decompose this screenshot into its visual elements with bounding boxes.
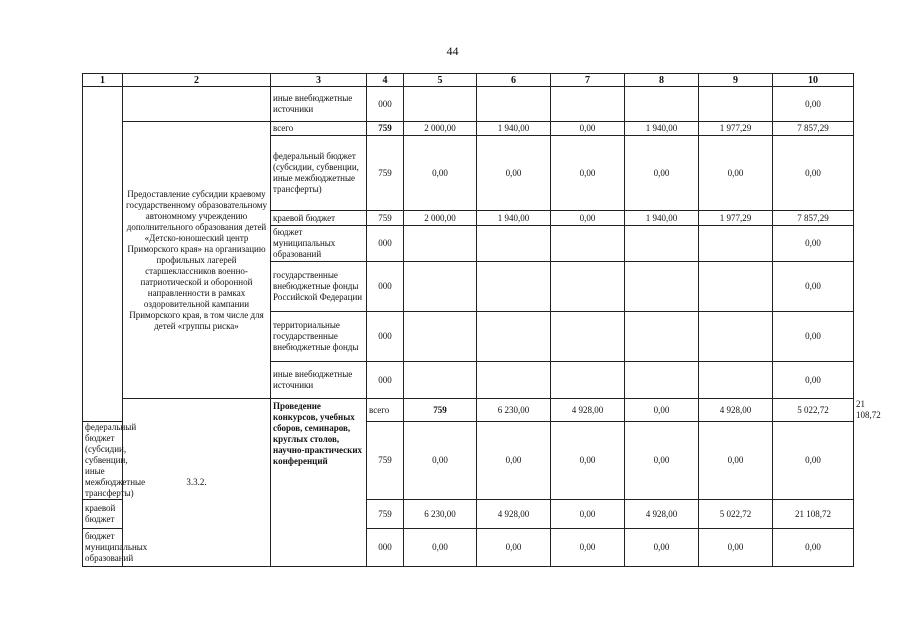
value-cell (625, 362, 699, 399)
value-cell: 0,00 (699, 529, 773, 567)
funding-source: всего (367, 399, 404, 422)
budget-code: 759 (367, 500, 404, 529)
value-cell (404, 226, 477, 262)
budget-code: 000 (367, 87, 404, 122)
value-cell (404, 312, 477, 362)
value-cell (699, 312, 773, 362)
value-cell: 2 000,00 (404, 122, 477, 136)
header-cell: 6 (477, 74, 551, 87)
value-cell (699, 87, 773, 122)
value-cell (477, 226, 551, 262)
value-cell: 0,00 (625, 136, 699, 211)
value-cell: 0,00 (625, 529, 699, 567)
value-cell: 0,00 (551, 122, 625, 136)
value-cell: 0,00 (551, 422, 625, 500)
budget-code: 000 (367, 529, 404, 567)
header-cell: 7 (551, 74, 625, 87)
value-cell: 1 940,00 (477, 122, 551, 136)
header-cell: 4 (367, 74, 404, 87)
funding-source: краевой бюджет (271, 211, 367, 226)
funding-source: государственные внебюджетные фонды Российской Федерации (271, 262, 367, 312)
value-cell (551, 226, 625, 262)
value-cell: 4 928,00 (625, 500, 699, 529)
value-cell: 1 940,00 (477, 211, 551, 226)
value-cell (625, 87, 699, 122)
activity-description: Предоставление субсидии краевому государственному образовательному автономному учреждению дополнительного образования детей «Детско-юношеский центр Приморского края» на организацию профильных лагерей старшеклассников военно-патриотической и оборонной направленности в рамках оздоровительной кампании Приморского края, в том числе для детей «группы риска» (123, 122, 271, 399)
funding-source: иные внебюджетные источники (271, 362, 367, 399)
activity-description: Проведение конкурсов, учебных сборов, семинаров, круглых столов, научно-практических конференций (271, 399, 367, 567)
value-cell: 4 928,00 (699, 399, 773, 422)
value-cell (625, 312, 699, 362)
value-cell (477, 362, 551, 399)
total-cell: 7 857,29 (773, 211, 854, 226)
total-cell: 0,00 (773, 529, 854, 567)
funding-source: иные внебюджетные источники (271, 87, 367, 122)
value-cell (404, 362, 477, 399)
funding-source: федеральный бюджет (субсидии, субвенции, иные межбюджетные трансферты) (271, 136, 367, 211)
budget-code: 000 (367, 362, 404, 399)
total-cell: 21 108,72 (773, 500, 854, 529)
value-cell (625, 262, 699, 312)
value-cell (477, 262, 551, 312)
budget-code: 000 (367, 262, 404, 312)
value-cell (477, 87, 551, 122)
value-cell: 0,00 (625, 399, 699, 422)
total-cell: 7 857,29 (773, 122, 854, 136)
value-cell (699, 362, 773, 399)
header-cell: 2 (123, 74, 271, 87)
value-cell (551, 87, 625, 122)
funding-source: территориальные государственные внебюджетные фонды (271, 312, 367, 362)
value-cell: 0,00 (625, 422, 699, 500)
table-row (83, 122, 854, 136)
budget-code: 000 (367, 226, 404, 262)
value-cell: 1 977,29 (699, 122, 773, 136)
header-cell: 9 (699, 74, 773, 87)
total-cell: 0,00 (773, 136, 854, 211)
value-cell: 0,00 (477, 529, 551, 567)
value-cell: 1 977,29 (699, 211, 773, 226)
budget-table (82, 73, 881, 567)
value-cell: 4 928,00 (551, 399, 625, 422)
value-cell (551, 262, 625, 312)
budget-code: 759 (367, 211, 404, 226)
funding-source: федеральный бюджет (субсидии, субвенции, иные межбюджетные трансферты) (83, 422, 123, 500)
header-cell: 1 (83, 74, 123, 87)
value-cell (551, 312, 625, 362)
budget-code: 759 (404, 399, 477, 422)
value-cell: 0,00 (699, 422, 773, 500)
total-cell: 0,00 (773, 312, 854, 362)
funding-source: всего (271, 122, 367, 136)
value-cell: 0,00 (551, 500, 625, 529)
value-cell: 0,00 (551, 529, 625, 567)
value-cell: 0,00 (404, 422, 477, 500)
total-cell: 0,00 (773, 226, 854, 262)
value-cell: 0,00 (404, 136, 477, 211)
budget-code: 759 (367, 136, 404, 211)
index-cell (83, 87, 123, 422)
header-cell: 8 (625, 74, 699, 87)
value-cell: 0,00 (477, 422, 551, 500)
header-cell: 10 (773, 74, 854, 87)
header-cell: 5 (404, 74, 477, 87)
value-cell (625, 226, 699, 262)
header-cell: 3 (271, 74, 367, 87)
header-row (83, 74, 854, 87)
value-cell (404, 262, 477, 312)
total-cell: 0,00 (773, 262, 854, 312)
value-cell (551, 362, 625, 399)
funding-source: краевой бюджет (83, 500, 123, 529)
table-row (83, 87, 854, 122)
value-cell: 5 022,72 (699, 500, 773, 529)
value-cell: 1 940,00 (625, 122, 699, 136)
activity-cell (123, 87, 271, 122)
funding-source: бюджет муниципальных образований (271, 226, 367, 262)
value-cell: 0,00 (699, 136, 773, 211)
value-cell (404, 87, 477, 122)
value-cell: 0,00 (404, 529, 477, 567)
table-row: 3.3.2. Проведение конкурсов, учебных сборов, семинаров, круглых столов, научно-практических конференций всего 759 6 230,00 4 928,00 0,00 4 928,00 5 022,72 21 108,72 (83, 399, 854, 422)
budget-code: 000 (367, 312, 404, 362)
index-cell: 3.3.2. (123, 399, 271, 567)
total-cell: 0,00 (773, 87, 854, 122)
budget-code: 759 (367, 422, 404, 500)
value-cell: 2 000,00 (404, 211, 477, 226)
budget-code: 759 (367, 122, 404, 136)
value-cell: 1 940,00 (625, 211, 699, 226)
value-cell: 6 230,00 (404, 500, 477, 529)
value-cell: 4 928,00 (477, 500, 551, 529)
value-cell: 0,00 (551, 211, 625, 226)
value-cell (477, 312, 551, 362)
funding-source: бюджет муниципальных образований (83, 529, 123, 567)
value-cell (699, 226, 773, 262)
value-cell: 0,00 (477, 136, 551, 211)
total-cell: 0,00 (773, 422, 854, 500)
value-cell: 6 230,00 (477, 399, 551, 422)
value-cell: 5 022,72 (773, 399, 854, 422)
page-number: 44 (446, 44, 459, 58)
value-cell: 0,00 (551, 136, 625, 211)
value-cell (699, 262, 773, 312)
total-cell: 0,00 (773, 362, 854, 399)
